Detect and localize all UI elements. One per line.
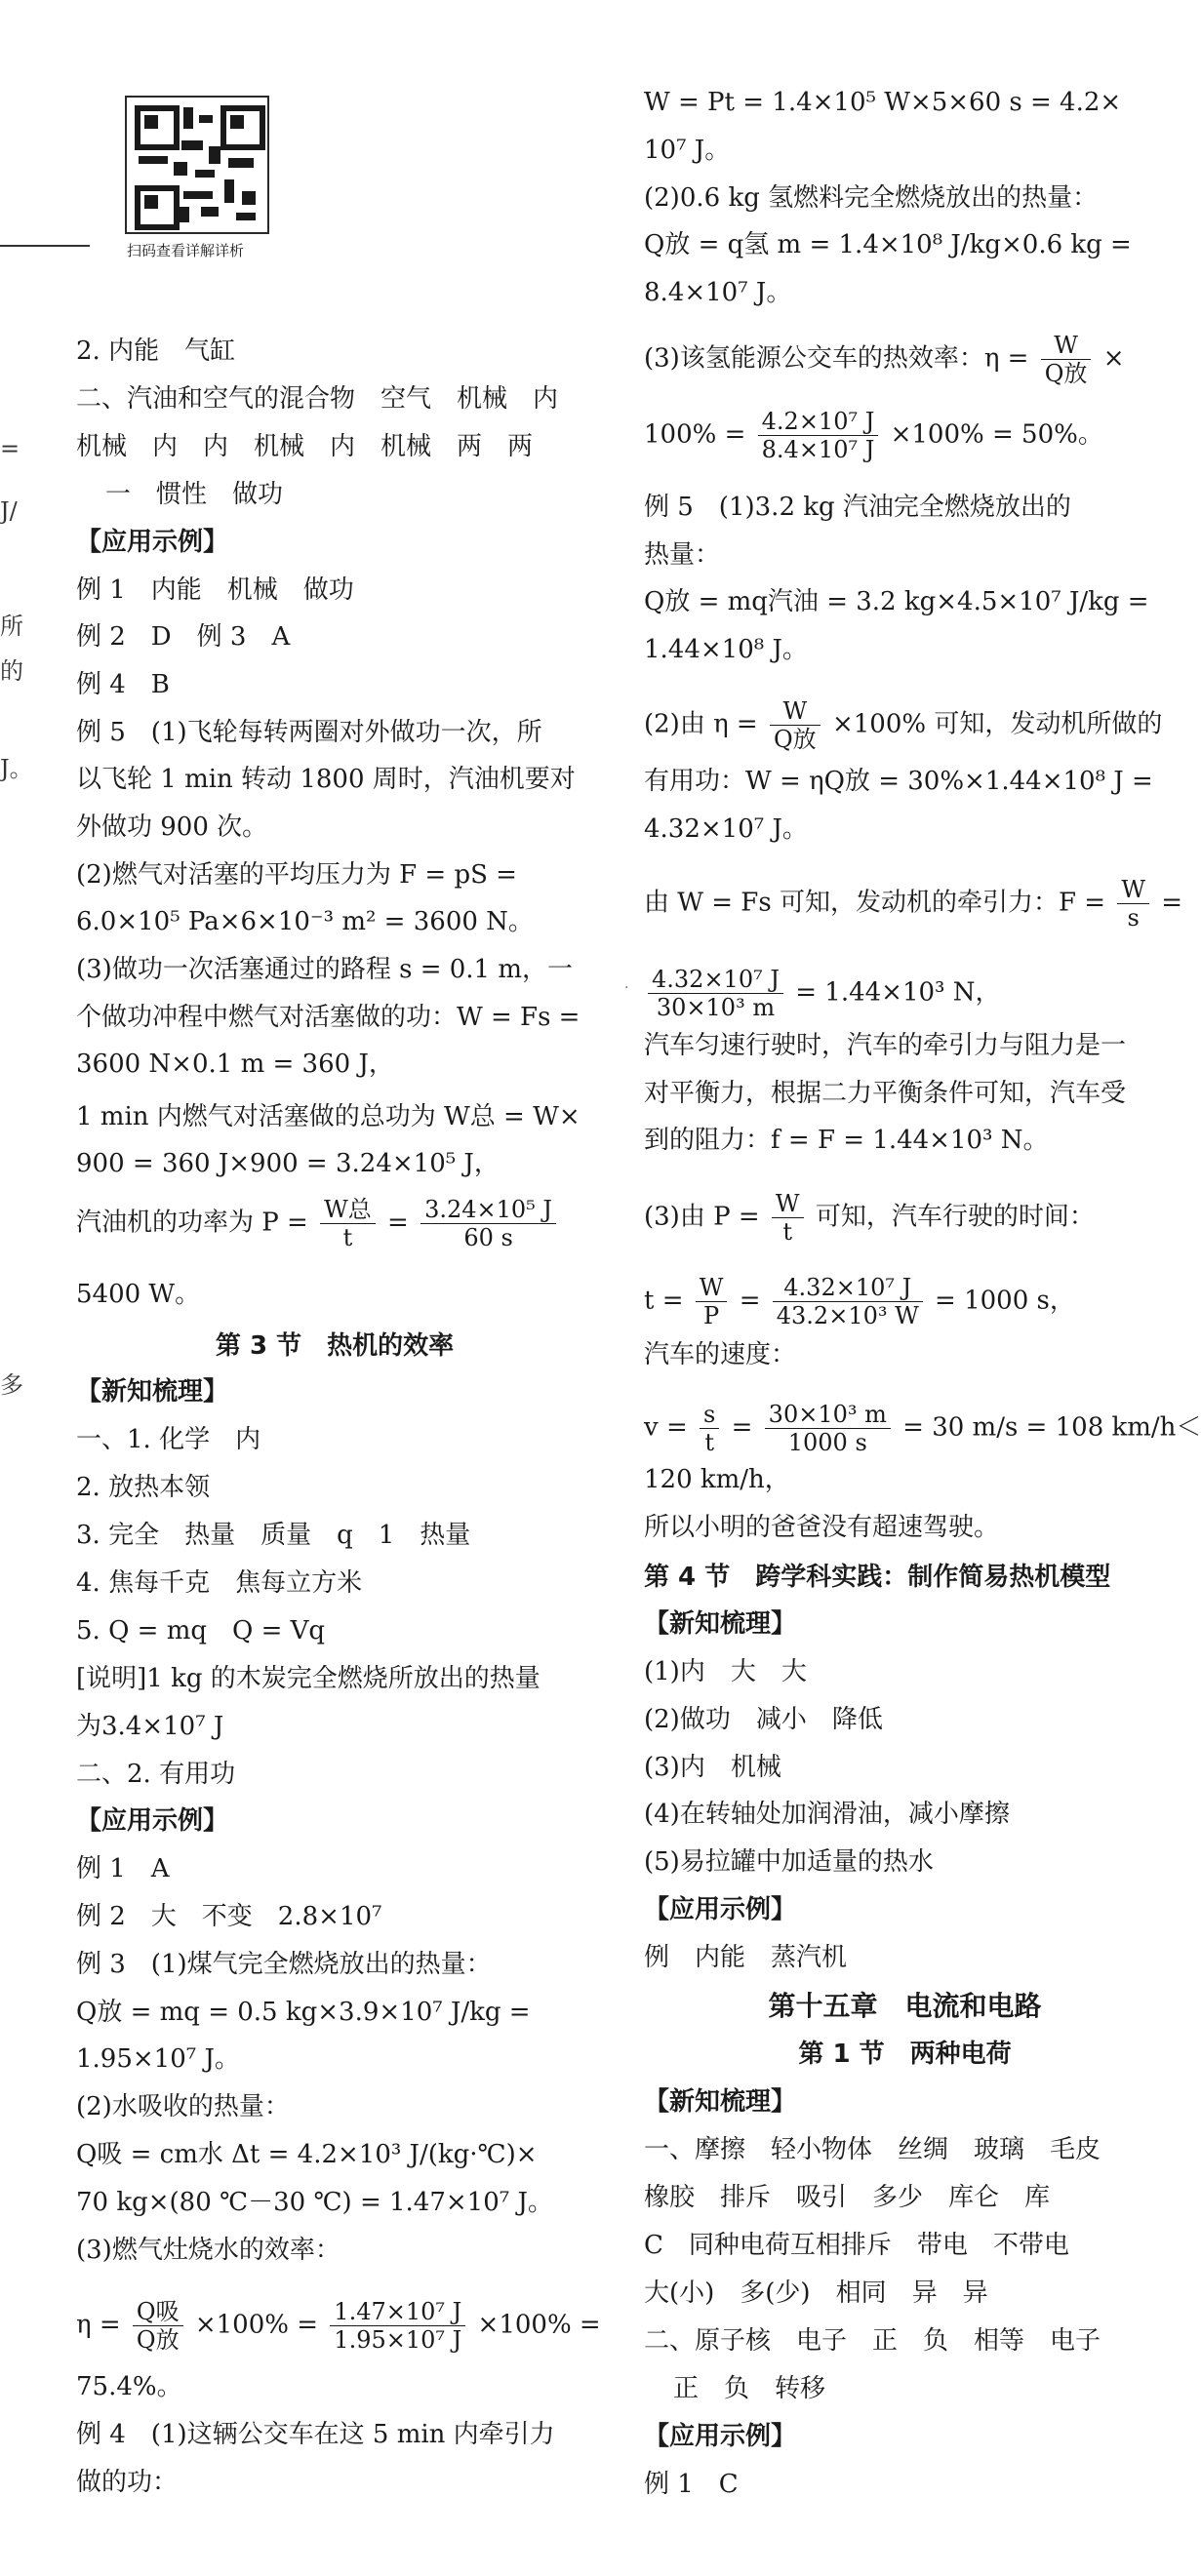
text-line: 外做功 900 次。 xyxy=(76,812,268,842)
text-line: 热量： xyxy=(644,540,721,570)
formula-text: = 30 m/s = 108 km/h＜ xyxy=(902,1412,1201,1443)
text-line: Q放 = q氢 m = 1.4×10⁸ J/kg×0.6 kg = xyxy=(644,230,1132,259)
fraction-numerator: W xyxy=(1117,876,1149,904)
margin-fragment: J。 xyxy=(0,755,33,782)
text-line: 例 1 A xyxy=(76,1854,170,1883)
fraction-denominator: t xyxy=(704,1429,714,1456)
text-line: 4.32×10⁷ J。 xyxy=(644,814,808,844)
formula-text: η = xyxy=(76,2310,121,2340)
formula-line xyxy=(644,1401,1201,1456)
section-label: 【应用示例】 xyxy=(76,1806,229,1836)
text-line: 2. 内能 气缸 xyxy=(76,337,236,366)
fraction-numerator: 30×10³ m xyxy=(765,1401,891,1429)
fraction xyxy=(1041,332,1092,387)
formula-text: ×100% 可知，发动机所做的 xyxy=(831,709,1163,739)
fraction xyxy=(770,697,821,753)
text-line: 一、1. 化学 内 xyxy=(76,1425,261,1454)
text-line: 正 负 转移 xyxy=(673,2374,826,2403)
fraction xyxy=(133,2298,183,2354)
formula-line xyxy=(644,1274,1075,1329)
text-line: 例 2 D 例 3 A xyxy=(76,622,291,652)
text-line: C 同种电荷互相排斥 带电 不带电 xyxy=(644,2231,1069,2260)
fraction xyxy=(758,408,879,463)
dot-mark: · xyxy=(624,980,629,996)
text-line: 二、汽油和空气的混合物 空气 机械 内 xyxy=(76,384,559,414)
qr-code[interactable] xyxy=(125,96,269,234)
text-line: (1)内 大 大 xyxy=(644,1657,807,1686)
text-line: 二、原子核 电子 正 负 相等 电子 xyxy=(644,2326,1101,2356)
text-line: 4. 焦每千克 焦每立方米 xyxy=(76,1568,363,1598)
chapter-title: 第十五章 电流和电路 xyxy=(768,1990,1042,2022)
formula-text: × xyxy=(1102,343,1125,374)
fraction-denominator: Q放 xyxy=(136,2326,180,2354)
fraction xyxy=(765,1401,891,1456)
text-line: 例 5 (1)3.2 kg 汽油完全燃烧放出的 xyxy=(644,493,1071,522)
text-line: 3600 N×0.1 m = 360 J， xyxy=(76,1050,394,1079)
text-line: (4)在转轴处加润滑油，减小摩擦 xyxy=(644,1800,1010,1829)
text-line: 大(小) 多(少) 相同 异 异 xyxy=(644,2279,988,2308)
text-line: 70 kg×(80 ℃－30 ℃) = 1.47×10⁷ J。 xyxy=(76,2188,553,2217)
fraction xyxy=(700,1401,719,1456)
formula-text: (2)由 η = xyxy=(644,709,758,739)
formula-line xyxy=(644,408,1103,463)
fraction xyxy=(772,1190,804,1246)
formula-text: = xyxy=(731,1412,753,1443)
section-title: 第 1 节 两种电荷 xyxy=(798,2040,1012,2069)
formula-line xyxy=(644,876,1182,931)
fraction xyxy=(320,1196,376,1251)
text-line: 例 1 内能 机械 做功 xyxy=(76,575,354,605)
formula-text: = xyxy=(387,1208,409,1238)
text-line: 例 3 (1)煤气完全燃烧放出的热量： xyxy=(76,1950,492,1979)
text-line: 一、摩擦 轻小物体 丝绸 玻璃 毛皮 xyxy=(644,2135,1101,2164)
text-line: 一 惯性 做功 xyxy=(105,480,284,509)
fraction xyxy=(420,1196,556,1251)
text-line: (2)水吸收的热量： xyxy=(76,2092,290,2121)
fraction xyxy=(696,1274,728,1329)
formula-text: ×100% = xyxy=(477,2310,601,2340)
text-line: 例 5 (1)飞轮每转两圈对外做功一次，所 xyxy=(76,718,542,747)
text-line: 例 4 B xyxy=(76,670,170,699)
fraction-numerator: W xyxy=(770,697,821,726)
margin-fragment: = xyxy=(0,435,20,462)
section-label: 【应用示例】 xyxy=(76,528,229,557)
margin-fragment: J/ xyxy=(0,497,18,525)
fraction xyxy=(648,966,783,1021)
fraction-denominator: 60 s xyxy=(463,1224,513,1251)
divider xyxy=(0,245,90,247)
text-line: 例 2 大 不变 2.8×10⁷ xyxy=(76,1902,382,1931)
text-line: W = Pt = 1.4×10⁵ W×5×60 s = 4.2× xyxy=(644,88,1122,117)
text-line: 2. 放热本领 xyxy=(76,1473,211,1502)
text-line: 5. Q = mq Q = Vq xyxy=(76,1616,326,1645)
fraction-numerator: 4.32×10⁷ J xyxy=(648,966,783,994)
fraction-numerator: 3.24×10⁵ J xyxy=(420,1196,556,1224)
fraction-numerator: 4.2×10⁷ J xyxy=(758,408,879,436)
text-line: 3. 完全 热量 质量 q 1 热量 xyxy=(76,1521,471,1550)
fraction-denominator: 1.95×10⁷ J xyxy=(334,2326,462,2354)
section-label: 【新知梳理】 xyxy=(644,2087,797,2117)
text-line: 到的阻力：f = F = 1.44×10³ N。 xyxy=(644,1126,1049,1155)
text-line: 以飞轮 1 min 转动 1800 周时，汽油机要对 xyxy=(76,765,576,794)
margin-fragment: 多 xyxy=(0,1371,23,1399)
text-line: 120 km/h， xyxy=(644,1465,790,1494)
margin-fragment: 所 xyxy=(0,613,23,640)
formula-text: = xyxy=(1161,888,1183,918)
fraction-denominator: t xyxy=(782,1218,793,1246)
formula-line xyxy=(644,1190,1095,1246)
text-line: 例 1 C xyxy=(644,2470,739,2499)
text-line: 橡胶 排斥 吸引 多少 库仑 库 xyxy=(644,2183,1051,2212)
text-line: 5400 W。 xyxy=(76,1280,201,1309)
formula-text: 可知，汽车行驶的时间： xyxy=(815,1202,1095,1232)
fraction-denominator: P xyxy=(703,1302,720,1329)
qr-caption: 扫码查看详解详析 xyxy=(127,242,245,259)
text-line: 有用功：W = ηQ放 = 30%×1.44×10⁸ J = xyxy=(644,767,1153,796)
formula-text: ×100% = 50%。 xyxy=(890,419,1103,450)
formula-line xyxy=(644,966,1000,1021)
text-line: 对平衡力，根据二力平衡条件可知，汽车受 xyxy=(644,1079,1127,1108)
formula-text: t = xyxy=(644,1286,684,1316)
formula-text: = 1000 s， xyxy=(935,1286,1075,1316)
formula-text: 由 W = Fs 可知，发动机的牵引力：F = xyxy=(644,888,1106,918)
text-line: 汽车匀速行驶时，汽车的牵引力与阻力是一 xyxy=(644,1031,1127,1060)
text-line: 1.95×10⁷ J。 xyxy=(76,2044,240,2074)
section-title: 第 3 节 热机的效率 xyxy=(215,1331,455,1361)
text-line: Q放 = mq汽油 = 3.2 kg×4.5×10⁷ J/kg = xyxy=(644,587,1149,616)
formula-text: 汽油机的功率为 P = xyxy=(76,1208,308,1238)
section-title: 第 4 节 跨学科实践：制作简易热机模型 xyxy=(644,1563,1111,1592)
fraction xyxy=(773,1274,923,1329)
formula-text: (3)由 P = xyxy=(644,1202,760,1232)
formula-text: (3)该氢能源公交车的热效率：η = xyxy=(644,343,1029,374)
text-line: [说明]1 kg 的木炭完全燃烧所放出的热量 xyxy=(76,1664,540,1693)
formula-line xyxy=(644,697,1162,753)
fraction-denominator: Q放 xyxy=(1044,360,1088,387)
section-label: 【新知梳理】 xyxy=(76,1377,229,1407)
text-line: 机械 内 内 机械 内 机械 两 两 xyxy=(76,432,534,461)
text-line: 900 = 360 J×900 = 3.24×10⁵ J， xyxy=(76,1149,500,1178)
text-line: (3)内 机械 xyxy=(644,1753,781,1782)
text-line: 所以小明的爸爸没有超速驾驶。 xyxy=(644,1513,1000,1542)
text-line: Q放 = mq = 0.5 kg×3.9×10⁷ J/kg = xyxy=(76,1998,531,2027)
fraction-denominator: 8.4×10⁷ J xyxy=(761,436,875,463)
text-line: 汽车的速度： xyxy=(644,1340,797,1369)
formula-text: = xyxy=(739,1286,761,1316)
formula-line xyxy=(76,2298,601,2354)
section-label: 【新知梳理】 xyxy=(644,1609,797,1639)
formula-text: 100% = xyxy=(644,419,746,450)
text-line: 做的功： xyxy=(76,2468,179,2497)
text-line: 10⁷ J。 xyxy=(644,136,731,165)
fraction-numerator: W总 xyxy=(320,1196,376,1224)
formula-text: ×100% = xyxy=(194,2310,319,2340)
fraction-numerator: Q吸 xyxy=(133,2298,183,2326)
fraction-denominator: 30×10³ m xyxy=(656,994,776,1021)
margin-fragment: 的 xyxy=(0,657,23,685)
fraction xyxy=(330,2298,465,2354)
fraction-denominator: t xyxy=(342,1224,353,1251)
text-line: 例 4 (1)这辆公交车在这 5 min 内牵引力 xyxy=(76,2420,555,2449)
fraction-numerator: 4.32×10⁷ J xyxy=(773,1274,923,1302)
text-line: Q吸 = cm水 Δt = 4.2×10³ J/(kg·℃)× xyxy=(76,2140,538,2169)
fraction xyxy=(1117,876,1149,931)
fraction-numerator: s xyxy=(700,1401,719,1429)
section-label: 【应用示例】 xyxy=(644,1895,797,1924)
fraction-numerator: W xyxy=(1041,332,1092,360)
fraction-denominator: s xyxy=(1127,904,1140,931)
fraction-denominator: 43.2×10³ W xyxy=(776,1302,919,1329)
text-line: 75.4%。 xyxy=(76,2372,182,2401)
text-line: (5)易拉罐中加适量的热水 xyxy=(644,1847,934,1877)
text-line: 6.0×10⁵ Pa×6×10⁻³ m² = 3600 N。 xyxy=(76,907,534,936)
text-line: 1 min 内燃气对活塞做的总功为 W总 = W× xyxy=(76,1102,580,1131)
fraction-denominator: Q放 xyxy=(774,726,817,753)
text-line: 二、2. 有用功 xyxy=(76,1760,236,1789)
text-line: 1.44×10⁸ J。 xyxy=(644,635,808,664)
section-label: 【应用示例】 xyxy=(644,2422,797,2451)
formula-line xyxy=(644,332,1124,387)
text-line: 个做功冲程中燃气对活塞做的功：W = Fs = xyxy=(76,1003,580,1032)
fraction-numerator: W xyxy=(772,1190,804,1218)
text-line: 为3.4×10⁷ J xyxy=(76,1712,224,1741)
text-line: 例 内能 蒸汽机 xyxy=(644,1943,848,1972)
text-line: (3)做功一次活塞通过的路程 s = 0.1 m，一 xyxy=(76,955,574,984)
text-line: (3)燃气灶烧水的效率： xyxy=(76,2236,340,2265)
text-line: (2)做功 减小 降低 xyxy=(644,1705,883,1734)
text-line: (2)0.6 kg 氢燃料完全燃烧放出的热量： xyxy=(644,183,1099,213)
formula-text: v = xyxy=(644,1412,688,1443)
text-line: 8.4×10⁷ J。 xyxy=(644,278,792,307)
fraction-denominator: 1000 s xyxy=(787,1429,867,1456)
fraction-numerator: 1.47×10⁷ J xyxy=(330,2298,465,2326)
formula-line xyxy=(76,1196,560,1251)
text-line: (2)燃气对活塞的平均压力为 F = pS = xyxy=(76,860,517,890)
fraction-numerator: W xyxy=(696,1274,728,1302)
formula-text: = 1.44×10³ N， xyxy=(795,977,1001,1008)
